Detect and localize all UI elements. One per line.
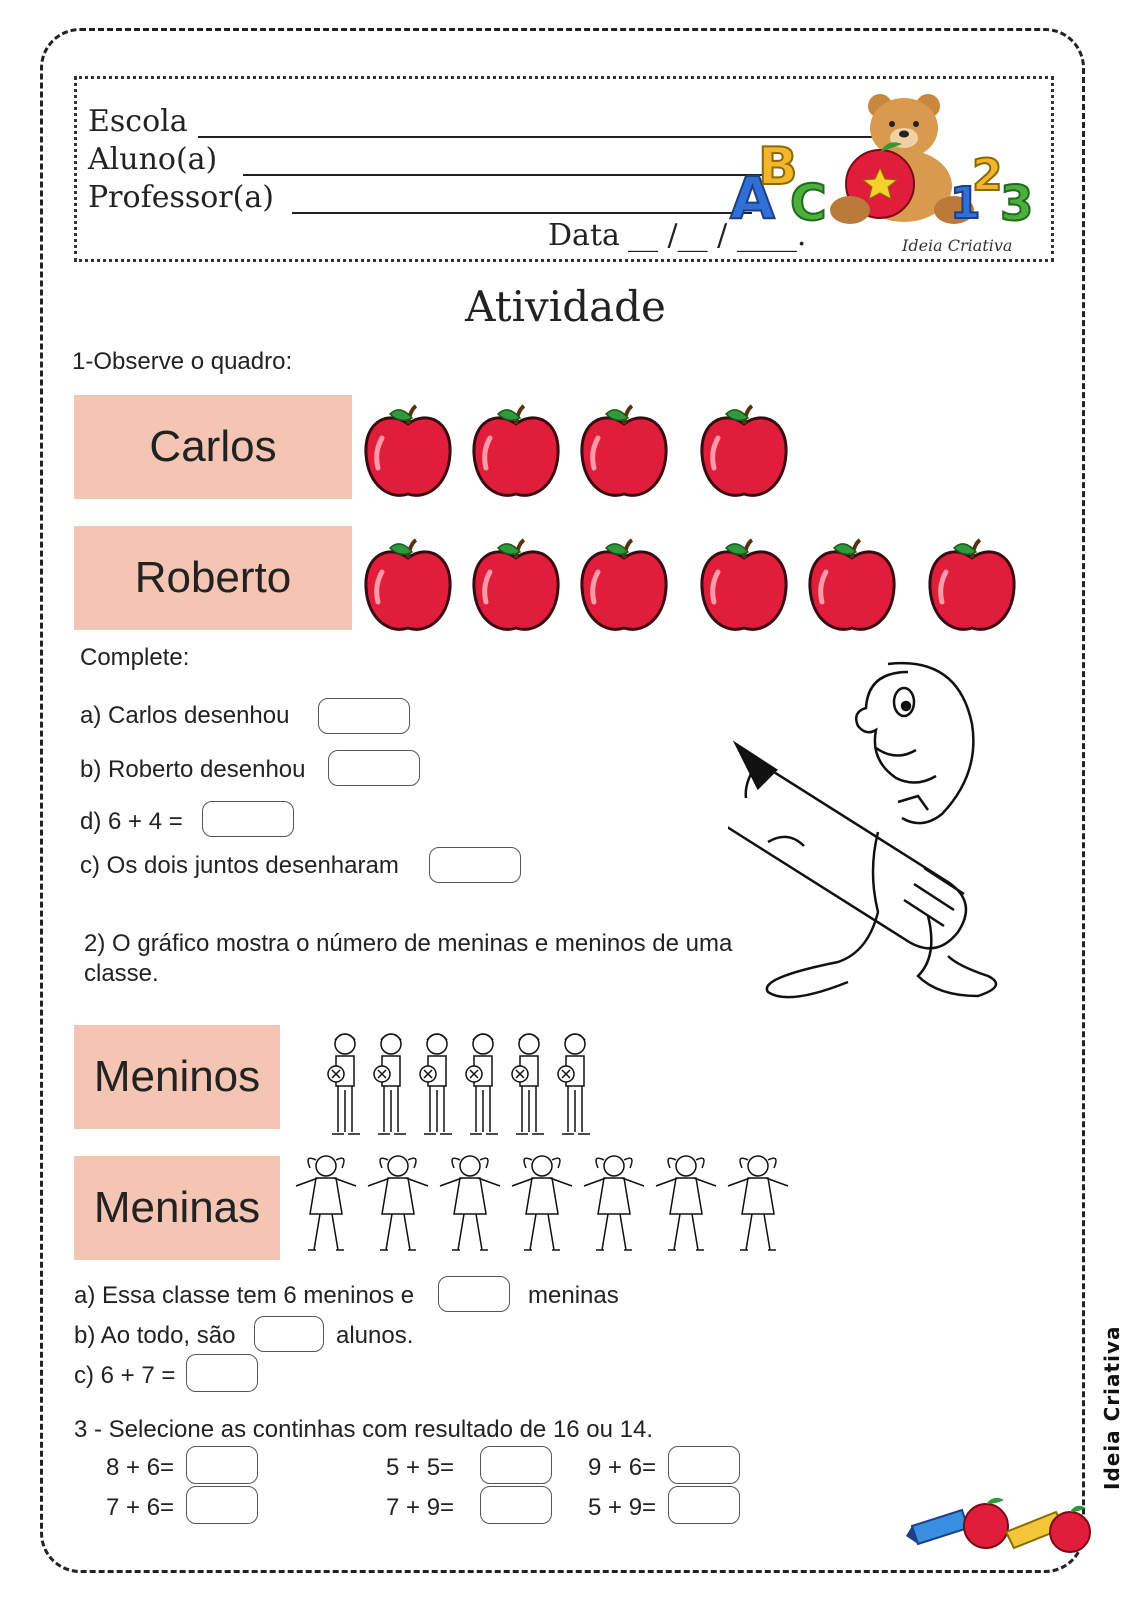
side-brand: Ideia Criativa xyxy=(1100,1325,1124,1490)
page-title: Atividade xyxy=(465,282,666,331)
answer-box-sum-8-6[interactable] xyxy=(186,1446,258,1484)
carlos-label: Carlos xyxy=(74,395,352,499)
q3-prompt: 3 - Selecione as continhas com resultado de 16 ou 14. xyxy=(74,1416,654,1443)
svg-text:A: A xyxy=(730,164,775,232)
answer-box-sum-7-9[interactable] xyxy=(480,1486,552,1524)
q2-item-b: b) Ao todo, são xyxy=(74,1322,236,1349)
answer-box-sum-5-5[interactable] xyxy=(480,1446,552,1484)
sum-7-9: 7 + 9= xyxy=(386,1494,455,1521)
answer-box-roberto[interactable] xyxy=(328,750,420,786)
meninos-label: Meninos xyxy=(74,1025,280,1129)
sum-5-5: 5 + 5= xyxy=(386,1454,455,1481)
student-label: Aluno(a) xyxy=(88,142,218,177)
date-label: Data xyxy=(548,218,620,253)
bear-with-letters-illustration xyxy=(728,86,1048,236)
teacher-label: Professor(a) xyxy=(88,180,274,215)
sum-7-6: 7 + 6= xyxy=(106,1494,175,1521)
q1-item-a: a) Carlos desenhou xyxy=(80,702,290,729)
svg-text:1: 1 xyxy=(950,178,981,229)
sum-9-6: 9 + 6= xyxy=(588,1454,657,1481)
boy-icon xyxy=(414,1030,460,1145)
girl-icon xyxy=(646,1150,726,1260)
q1-item-b: b) Roberto desenhou xyxy=(80,756,306,783)
svg-text:2: 2 xyxy=(972,150,1003,201)
svg-text:3: 3 xyxy=(1000,176,1034,232)
meninas-label: Meninas xyxy=(74,1156,280,1260)
apple-icon xyxy=(360,402,456,502)
brand-text: Ideia Criativa xyxy=(902,236,1013,255)
sum-5-9: 5 + 9= xyxy=(588,1494,657,1521)
apple-icon xyxy=(468,402,564,502)
sum-8-6: 8 + 6= xyxy=(106,1454,175,1481)
apple-icon xyxy=(924,536,1020,636)
q2-item-a-suffix: meninas xyxy=(528,1282,619,1309)
apple-icon xyxy=(360,536,456,636)
girl-icon xyxy=(574,1150,654,1260)
girl-icon xyxy=(430,1150,510,1260)
apple-icon xyxy=(468,536,564,636)
apple-icon xyxy=(804,536,900,636)
boy-icon xyxy=(368,1030,414,1145)
answer-box-total[interactable] xyxy=(429,847,521,883)
q1-item-d: d) 6 + 4 = xyxy=(80,808,183,835)
student-field[interactable] xyxy=(243,174,763,176)
boy-icon xyxy=(460,1030,506,1145)
q2-item-a: a) Essa classe tem 6 meninos e xyxy=(74,1282,415,1309)
svg-text:C: C xyxy=(790,174,827,232)
apple-icon xyxy=(696,402,792,502)
q2-prompt-line2: classe. xyxy=(84,960,159,987)
boy-with-pencil-illustration xyxy=(728,652,1028,1002)
girl-icon xyxy=(718,1150,798,1260)
girl-icon xyxy=(286,1150,366,1260)
answer-box-students[interactable] xyxy=(254,1316,324,1352)
complete-label: Complete: xyxy=(80,644,190,671)
roberto-label: Roberto xyxy=(74,526,352,630)
q2-prompt-line1: 2) O gráfico mostra o número de meninas e meninos de uma xyxy=(84,930,733,957)
svg-text:B: B xyxy=(758,137,798,197)
answer-box-sum-9-6[interactable] xyxy=(668,1446,740,1484)
q2-item-b-suffix: alunos. xyxy=(336,1322,414,1349)
apple-icon xyxy=(576,536,672,636)
boy-icon xyxy=(322,1030,368,1145)
apple-icon xyxy=(696,536,792,636)
apple-icon xyxy=(576,402,672,502)
girl-icon xyxy=(358,1150,438,1260)
answer-box-sum-7-6[interactable] xyxy=(186,1486,258,1524)
answer-box-girls[interactable] xyxy=(438,1276,510,1312)
school-label: Escola xyxy=(88,104,188,139)
boy-icon xyxy=(552,1030,598,1145)
q1-item-c: c) Os dois juntos desenharam xyxy=(80,852,399,879)
crayons-apples-decoration xyxy=(906,1492,1092,1562)
answer-box-carlos[interactable] xyxy=(318,698,410,734)
q2-item-c: c) 6 + 7 = xyxy=(74,1362,176,1389)
q1-prompt: 1-Observe o quadro: xyxy=(72,348,293,375)
teacher-field[interactable] xyxy=(292,212,752,214)
boy-icon xyxy=(506,1030,552,1145)
answer-box-q2c[interactable] xyxy=(186,1354,258,1392)
girl-icon xyxy=(502,1150,582,1260)
date-field[interactable]: __ /__ / ____. xyxy=(628,218,807,253)
answer-box-sum-5-9[interactable] xyxy=(668,1486,740,1524)
answer-box-sum[interactable] xyxy=(202,801,294,837)
